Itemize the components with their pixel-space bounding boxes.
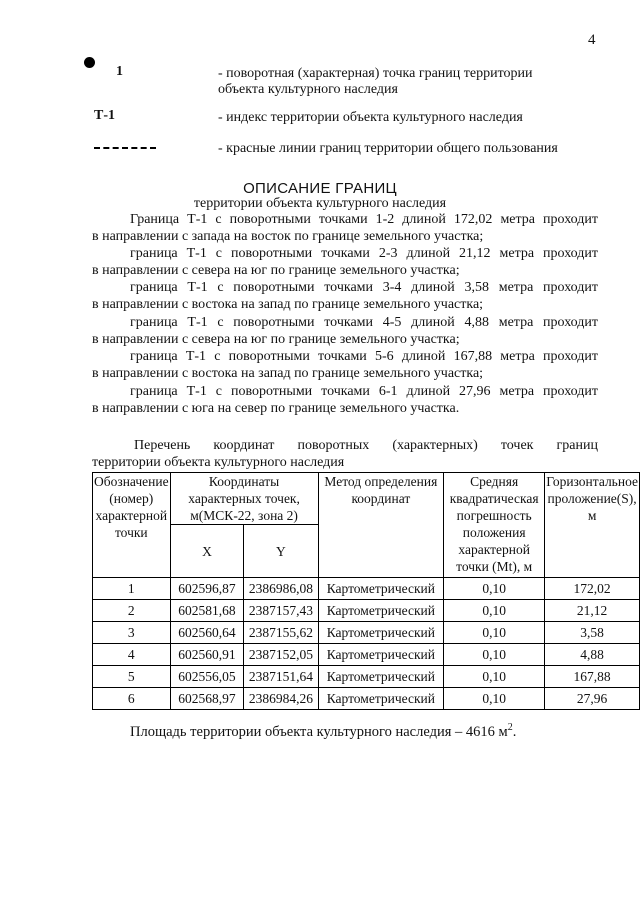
boundary-line: в направлении с севера на юг по границе земельного участка;	[92, 332, 460, 347]
header-y: Y	[244, 525, 318, 578]
cell-x: 602556,05	[170, 666, 244, 688]
cell-number: 6	[93, 688, 171, 710]
cell-distance: 27,96	[545, 688, 640, 710]
cell-method: Картометрический	[318, 578, 444, 600]
cell-method: Картометрический	[318, 600, 444, 622]
cell-y: 2387157,43	[244, 600, 318, 622]
dot-icon	[84, 57, 95, 68]
cell-y: 2387152,05	[244, 644, 318, 666]
boundary-line: граница Т-1 с поворотными точками 6-1 длиной 27,96 метра проходит	[130, 384, 598, 399]
cell-method: Картометрический	[318, 644, 444, 666]
header-distance: Горизонтальное проложение(S), м	[545, 473, 640, 578]
cell-y: 2387155,62	[244, 622, 318, 644]
table-row	[93, 688, 640, 710]
boundary-line: граница Т-1 с поворотными точками 4-5 длиной 4,88 метра проходит	[130, 315, 598, 330]
dashed-line-icon	[94, 147, 156, 149]
list-title-line: Перечень координат поворотных (характерных) точек границ	[134, 438, 598, 453]
boundary-line: в направлении с востока на запад по границе земельного участка;	[92, 366, 484, 381]
coordinates-list-title	[92, 437, 598, 471]
header-method: Метод определения координат	[318, 473, 444, 578]
cell-distance: 172,02	[545, 578, 640, 600]
header-error: Средняя квадратическая погрешность положения характерной точки (Mt), м	[444, 473, 545, 578]
cell-method: Картометрический	[318, 666, 444, 688]
table-row	[93, 622, 640, 644]
boundary-line: в направлении с севера на юг по границе земельного участка;	[92, 263, 460, 278]
cell-error: 0,10	[444, 578, 545, 600]
boundary-line: в направлении с юга на север по границе земельного участка.	[92, 401, 460, 416]
cell-distance: 167,88	[545, 666, 640, 688]
boundary-paragraph	[92, 348, 598, 382]
boundary-line: граница Т-1 с поворотными точками 3-4 длиной 3,58 метра проходит	[130, 280, 598, 295]
area-statement	[130, 722, 516, 741]
cell-x: 602560,64	[170, 622, 244, 644]
legend-symbol-point: 1	[116, 64, 123, 79]
boundary-line: граница Т-1 с поворотными точками 2-3 длиной 21,12 метра проходит	[130, 246, 598, 261]
boundary-line: в направлении с запада на восток по границе земельного участка;	[92, 229, 484, 244]
list-title-line: территории объекта культурного наследия	[92, 455, 345, 470]
cell-x: 602596,87	[170, 578, 244, 600]
table-row	[93, 578, 640, 600]
area-text: Площадь территории объекта культурного наследия – 4616 м	[130, 723, 508, 740]
cell-y: 2387151,64	[244, 666, 318, 688]
cell-error: 0,10	[444, 600, 545, 622]
cell-distance: 4,88	[545, 644, 640, 666]
cell-distance: 21,12	[545, 600, 640, 622]
cell-error: 0,10	[444, 688, 545, 710]
boundary-line: Граница Т-1 с поворотными точками 1-2 длиной 172,02 метра проходит	[130, 212, 598, 227]
header-coordinates: Координаты характерных точек, м(МСК-22, зона 2)	[170, 473, 318, 525]
cell-number: 5	[93, 666, 171, 688]
cell-distance: 3,58	[545, 622, 640, 644]
cell-error: 0,10	[444, 622, 545, 644]
cell-y: 2386986,08	[244, 578, 318, 600]
legend-desc-index: - индекс территории объекта культурного наследия	[218, 110, 523, 125]
boundary-paragraph	[92, 383, 598, 417]
cell-error: 0,10	[444, 666, 545, 688]
cell-method: Картометрический	[318, 622, 444, 644]
cell-number: 2	[93, 600, 171, 622]
boundary-paragraph	[92, 314, 598, 348]
cell-x: 602581,68	[170, 600, 244, 622]
cell-x: 602560,91	[170, 644, 244, 666]
boundary-line: граница Т-1 с поворотными точками 5-6 длиной 167,88 метра проходит	[130, 349, 598, 364]
cell-number: 3	[93, 622, 171, 644]
header-designation: Обозначение (номер) характерной точки	[93, 473, 171, 578]
table-row	[93, 666, 640, 688]
legend-desc-red-lines: - красные линии границ территории общего пользования	[218, 141, 558, 156]
legend-desc-point: - поворотная (характерная) точка границ территории объекта культурного наследия	[218, 66, 533, 97]
page-number: 4	[588, 32, 596, 48]
header-x: X	[170, 525, 244, 578]
coordinates-table	[92, 472, 640, 710]
cell-y: 2386984,26	[244, 688, 318, 710]
cell-method: Картометрический	[318, 688, 444, 710]
boundary-line: в направлении с востока на запад по границе земельного участка;	[92, 297, 484, 312]
boundary-paragraph	[92, 211, 598, 245]
boundary-paragraph	[92, 279, 598, 313]
boundary-paragraph	[92, 245, 598, 279]
area-unit-exponent: 2	[507, 722, 513, 733]
table-row	[93, 600, 640, 622]
cell-number: 1	[93, 578, 171, 600]
cell-number: 4	[93, 644, 171, 666]
section-heading: ОПИСАНИЕ ГРАНИЦ	[243, 180, 397, 197]
area-end: .	[512, 723, 517, 740]
table-row	[93, 644, 640, 666]
section-subheading: территории объекта культурного наследия	[193, 196, 447, 211]
cell-x: 602568,97	[170, 688, 244, 710]
cell-error: 0,10	[444, 644, 545, 666]
legend-symbol-index: Т-1	[94, 108, 115, 123]
